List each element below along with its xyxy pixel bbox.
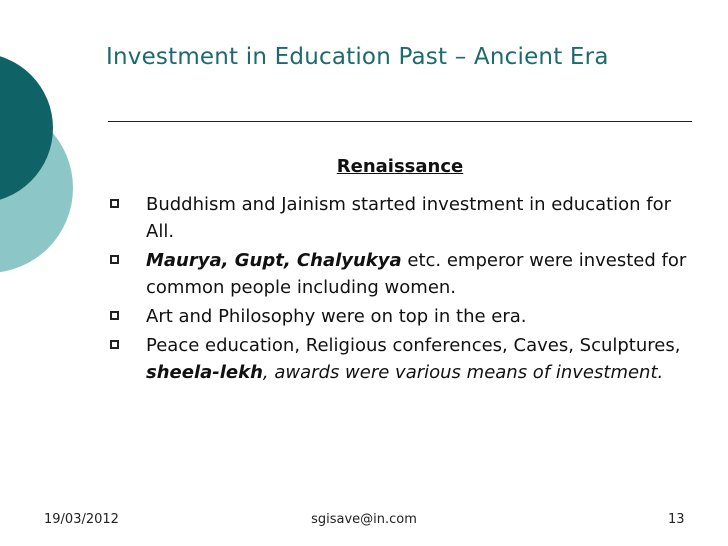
square-bullet-icon bbox=[110, 311, 119, 320]
bullet-emphasis: Maurya, Gupt, Chalyukya bbox=[146, 250, 402, 271]
bullet-text: Buddhism and Jainism started investment in education for All. bbox=[146, 194, 672, 242]
bullet-item bbox=[110, 191, 700, 245]
bullet-item bbox=[110, 332, 700, 386]
bullet-list bbox=[110, 191, 700, 388]
bullet-emphasis: sheela-lekh bbox=[146, 362, 263, 383]
square-bullet-icon bbox=[110, 199, 119, 208]
square-bullet-icon bbox=[110, 255, 119, 264]
bullet-italic-text: , awards were various means of investment. bbox=[262, 362, 664, 383]
footer-date: 19/03/2012 bbox=[44, 512, 119, 527]
bullet-text: Peace education, Religious conferences, Caves, Sculptures, bbox=[146, 335, 681, 356]
bullet-item bbox=[110, 247, 700, 301]
bullet-text: etc. emperor were invested for common people including women. bbox=[146, 250, 687, 298]
footer-email: sgisave@in.com bbox=[311, 512, 417, 527]
square-bullet-icon bbox=[110, 340, 119, 349]
bullet-item bbox=[110, 303, 700, 330]
slide-title: Investment in Education Past – Ancient Era bbox=[106, 44, 609, 70]
footer-page-number: 13 bbox=[668, 512, 685, 527]
section-heading: Renaissance bbox=[336, 156, 464, 177]
section-heading-wrap bbox=[0, 156, 728, 177]
title-divider bbox=[108, 121, 692, 122]
bullet-text: Art and Philosophy were on top in the era. bbox=[146, 306, 527, 327]
